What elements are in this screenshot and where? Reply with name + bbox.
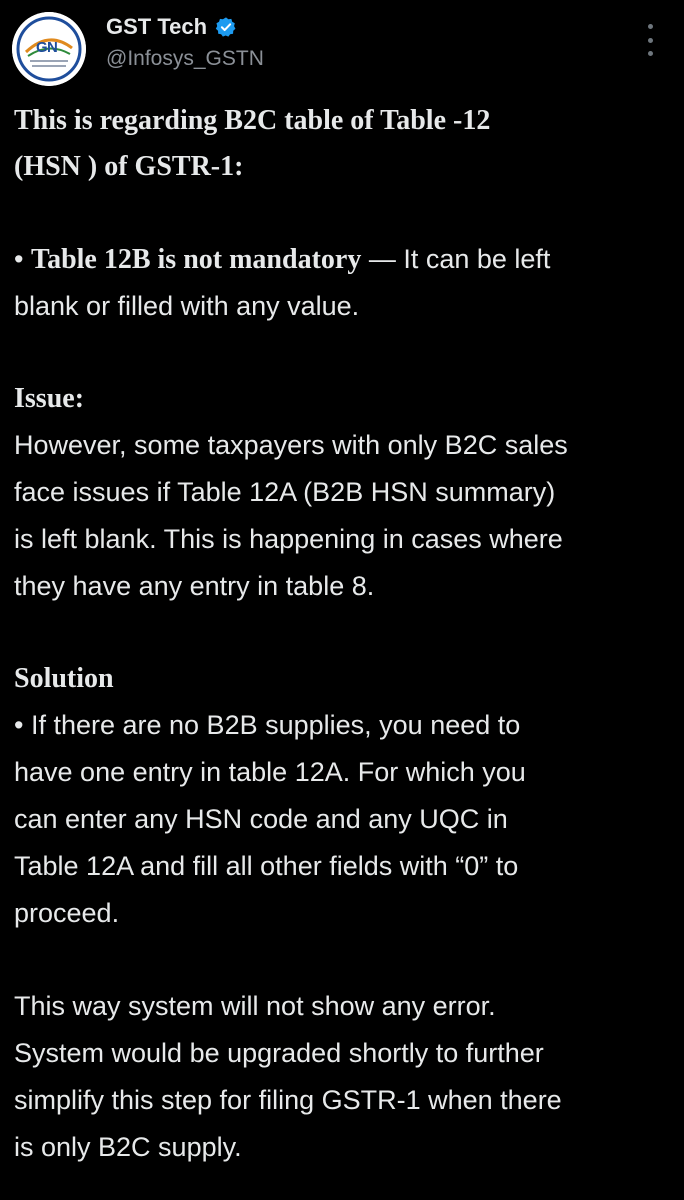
- solution-line-2: have one entry in table 12A. For which you: [14, 757, 526, 787]
- solution-heading: Solution: [14, 663, 114, 694]
- gstn-logo-icon: [12, 12, 86, 86]
- closing-line-4: is only B2C supply.: [14, 1132, 242, 1162]
- issue-line-4: they have any entry in table 8.: [14, 571, 375, 601]
- bullet-1: [14, 236, 674, 283]
- bullet-1-bold: Table 12B is not mandatory: [30, 244, 362, 275]
- solution-line-5: proceed.: [14, 898, 120, 928]
- bullet-1-rest: — It can be left: [361, 244, 551, 274]
- avatar[interactable]: [12, 12, 86, 86]
- more-options-icon[interactable]: [640, 24, 660, 56]
- post-body: [14, 98, 674, 1171]
- account-name-row[interactable]: [106, 14, 237, 40]
- solution-line-4: Table 12A and fill all other fields with “0” to: [14, 851, 519, 881]
- intro-line-2: (HSN ) of GSTR-1:: [14, 151, 244, 182]
- bullet-1-line-2: blank or filled with any value.: [14, 291, 360, 321]
- account-handle[interactable]: @Infosys_GSTN: [106, 47, 264, 70]
- closing-line-2: System would be upgraded shortly to further: [14, 1038, 544, 1068]
- issue-line-2: face issues if Table 12A (B2B HSN summary): [14, 477, 556, 507]
- post-header: [0, 0, 684, 90]
- closing-line-3: simplify this step for filing GSTR-1 when there: [14, 1085, 562, 1115]
- issue-line-3: is left blank. This is happening in cases where: [14, 524, 563, 554]
- verified-badge-icon: [215, 16, 237, 38]
- bullet-dot: •: [14, 244, 24, 274]
- svg-text:N: N: [47, 39, 58, 56]
- issue-heading: Issue:: [14, 383, 85, 414]
- closing-line-1: This way system will not show any error.: [14, 991, 496, 1021]
- svg-text:G: G: [36, 39, 48, 56]
- solution-line-1: • If there are no B2B supplies, you need to: [14, 710, 521, 740]
- intro-line-1: This is regarding B2C table of Table -12: [14, 105, 491, 136]
- solution-line-3: can enter any HSN code and any UQC in: [14, 804, 508, 834]
- issue-line-1: However, some taxpayers with only B2C sales: [14, 430, 568, 460]
- account-name[interactable]: GST Tech: [106, 14, 208, 39]
